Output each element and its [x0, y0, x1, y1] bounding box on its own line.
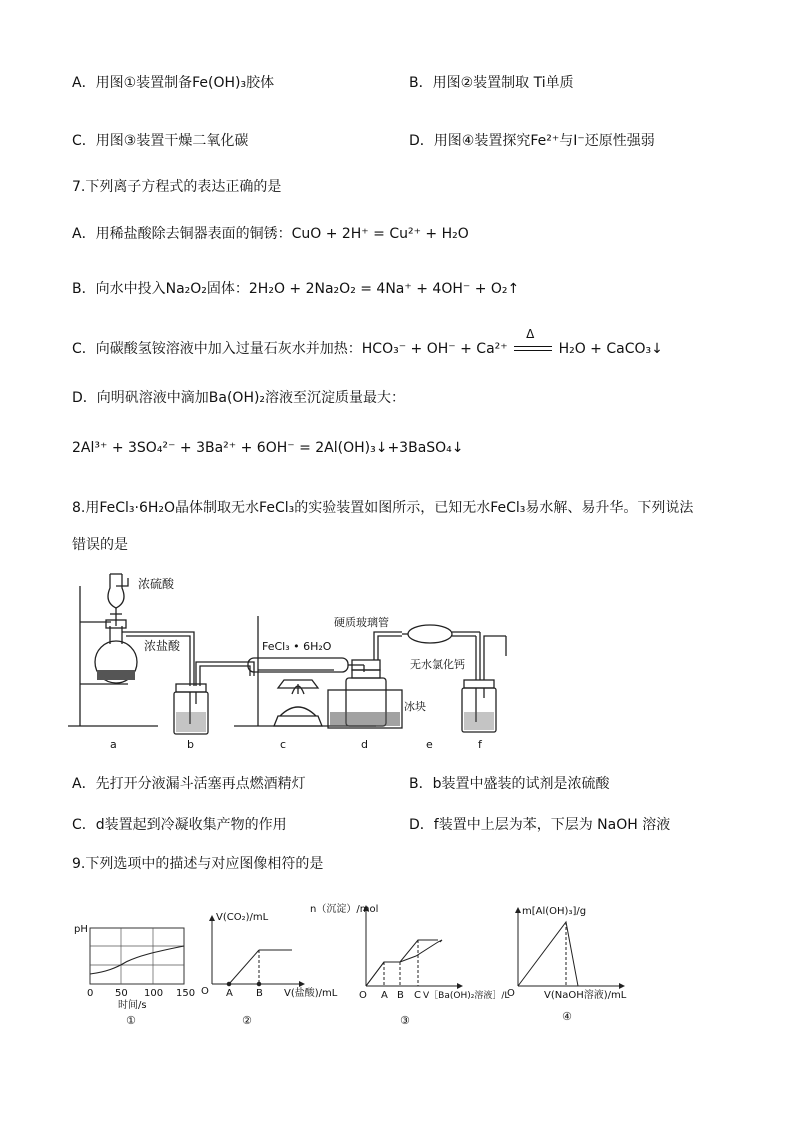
- q7-option-d-equation: 2Al³⁺ + 3SO₄²⁻ + 3Ba²⁺ + 6OH⁻ = 2Al(OH)₃↓+3BaSO₄↓: [72, 440, 464, 456]
- graph1-ylabel: pH: [74, 924, 88, 935]
- q6-option-a: A．用图①装置制备Fe(OH)₃胶体: [72, 75, 275, 91]
- q9-stem: 9.下列选项中的描述与对应图像相符的是: [72, 856, 324, 872]
- label-d: d: [361, 738, 368, 751]
- q8-option-b: B．b装置中盛装的试剂是浓硫酸: [409, 776, 610, 792]
- graph2-number: ②: [242, 1014, 252, 1027]
- graph3-ylabel: n（沉淀）/mol: [310, 904, 379, 915]
- graph2-origin: O: [201, 986, 209, 997]
- label-b: b: [187, 738, 194, 751]
- q8-option-d: D．f装置中上层为苯，下层为 NaOH 溶液: [409, 817, 671, 833]
- graph2-point-a: A: [226, 988, 233, 999]
- label-hard-glass-tube: 硬质玻璃管: [334, 616, 389, 629]
- q7-c-right: H₂O + CaCO₃↓: [558, 341, 663, 357]
- graph3-origin: O: [359, 990, 367, 1001]
- q7-option-d: D．向明矾溶液中滴加Ba(OH)₂溶液至沉淀质量最大：: [72, 390, 406, 406]
- heat-symbol: Δ: [526, 327, 535, 341]
- graph3-xlabel: V［Ba(OH)₂溶液］/L: [423, 991, 510, 1001]
- reaction-arrow: [514, 327, 552, 356]
- q6-option-b: B．用图②装置制取 Ti单质: [409, 75, 574, 91]
- graph4-ylabel: m[Al(OH)₃]/g: [522, 906, 587, 917]
- graph1-number: ①: [126, 1014, 136, 1027]
- label-f: f: [478, 738, 482, 751]
- graph1-tick-0: 0: [87, 988, 94, 999]
- q8-stem: 8.用FeCl₃·6H₂O晶体制取无水FeCl₃的实验装置如图所示，已知无水FeCl₃易水解、易升华。下列说法: [72, 500, 694, 516]
- q8-option-c: C．d装置起到冷凝收集产物的作用: [72, 817, 287, 833]
- graph1-tick-100: 100: [144, 988, 164, 999]
- graph2-ylabel: V(CO₂)/mL: [216, 912, 269, 923]
- q7-option-a: A．用稀盐酸除去铜器表面的铜锈：CuO + 2H⁺ = Cu²⁺ + H₂O: [72, 226, 469, 242]
- q7-c-left: C．向碳酸氢铵溶液中加入过量石灰水并加热：HCO₃⁻ + OH⁻ + Ca²⁺: [72, 341, 508, 357]
- graph3-tick-a: A: [381, 990, 388, 1001]
- label-e: e: [426, 738, 433, 751]
- label-a: a: [110, 738, 117, 751]
- graph-4: [518, 910, 622, 986]
- q8-stem-cont: 错误的是: [72, 537, 128, 553]
- graphs-figure: [66, 890, 646, 1030]
- label-ice: 冰块: [404, 700, 426, 713]
- graph1-xlabel: 时间/s: [118, 1000, 147, 1011]
- label-c: c: [280, 738, 287, 751]
- graph3-tick-c: C: [414, 990, 421, 1001]
- label-conc-hydrochloric-acid: 浓盐酸: [144, 639, 181, 653]
- label-conc-sulfuric-acid: 浓硫酸: [138, 577, 175, 591]
- q7-option-b: B．向水中投入Na₂O₂固体：2H₂O + 2Na₂O₂ = 4Na⁺ + 4OH⁻ + O₂↑: [72, 281, 520, 297]
- graph4-origin: O: [507, 988, 515, 999]
- graph-3: [366, 908, 460, 986]
- q7-stem: 7.下列离子方程式的表达正确的是: [72, 179, 282, 195]
- label-anhydrous-cacl2: 无水氯化钙: [410, 658, 465, 671]
- graph3-tick-b: B: [397, 990, 404, 1001]
- label-fecl3-hydrate: FeCl₃ • 6H₂O: [262, 640, 332, 653]
- graph1-tick-50: 50: [115, 988, 128, 999]
- q6-option-d: D．用图④装置探究Fe²⁺与I⁻还原性强弱: [409, 133, 655, 149]
- graph-2: [212, 918, 302, 986]
- q8-option-a: A．先打开分液漏斗活塞再点燃酒精灯: [72, 776, 306, 792]
- graph4-xlabel: V(NaOH溶液)/mL: [544, 990, 627, 1001]
- graph1-tick-150: 150: [176, 988, 196, 999]
- graph-1: [74, 924, 195, 1027]
- q6-option-c: C．用图③装置干燥二氧化碳: [72, 133, 249, 149]
- graph2-point-b: B: [256, 988, 263, 999]
- apparatus-figure: [66, 566, 516, 754]
- q7-option-c: [72, 327, 663, 358]
- graph2-xlabel: V(盐酸)/mL: [284, 988, 338, 999]
- graph4-number: ④: [562, 1010, 572, 1023]
- graph3-number: ③: [400, 1014, 410, 1027]
